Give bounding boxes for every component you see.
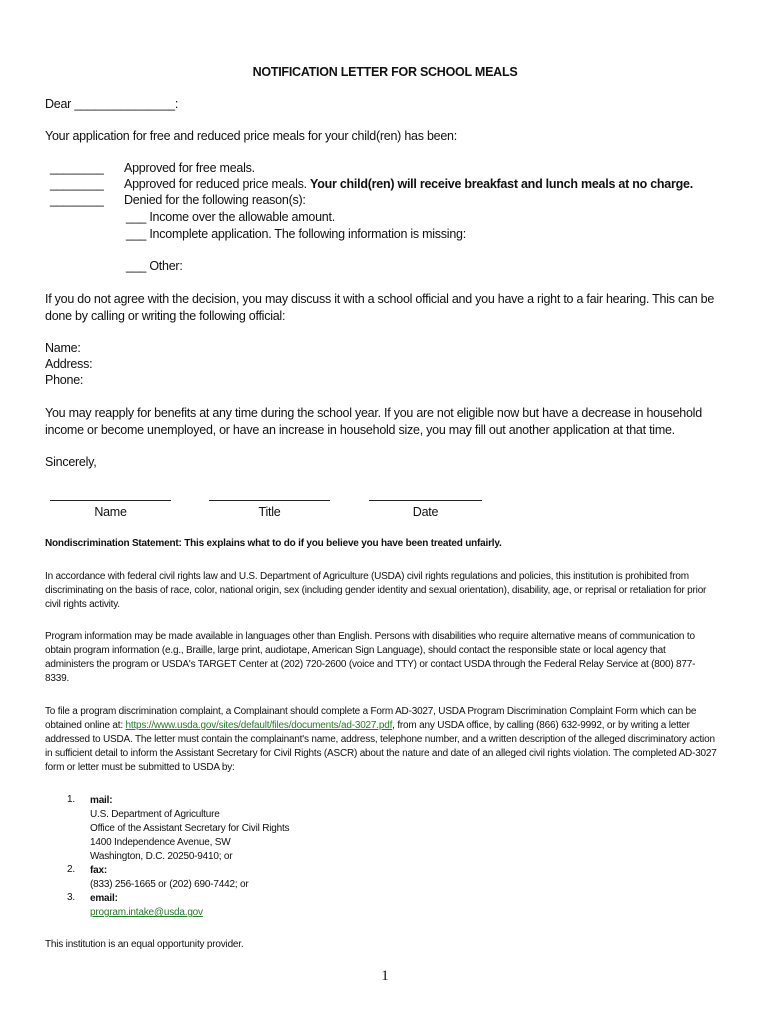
signature-line-date	[369, 500, 482, 501]
contact-name: Name:	[45, 341, 81, 355]
method-mail	[90, 794, 289, 864]
mail-line: U.S. Department of Agriculture	[90, 809, 220, 820]
reason-income: ___ Income over the allowable amount.	[126, 210, 335, 224]
mail-line: Office of the Assistant Secretary for Civil Rights	[90, 823, 290, 834]
option-blank-3: ________	[50, 193, 104, 207]
option-blank-1: ________	[50, 161, 104, 175]
salutation: Dear _______________:	[45, 97, 179, 111]
option-free-meals	[124, 161, 255, 175]
nondiscrimination-heading: Nondiscrimination Statement: This explains what to do if you believe you have been treated unfairly.	[45, 538, 502, 549]
equal-opportunity: This institution is an equal opportunity provider.	[45, 939, 244, 950]
signature-line-name	[50, 500, 171, 501]
method-number-fax: 2.	[67, 864, 75, 875]
option-bold-note: Your child(ren) will receive breakfast and lunch meals at no charge.	[310, 177, 693, 191]
method-label: fax:	[90, 865, 107, 876]
option-text: Denied for the following reason(s):	[124, 193, 306, 207]
option-reduced-meals	[124, 177, 693, 191]
nondiscrimination-para-1: In accordance with federal civil rights law and U.S. Department of Agriculture (USDA) civil rights regulations and policies, this institution is prohibited from discriminating on the basis of race, color, national origin, sex (including gender identity and sexual orientation), disability, age, or reprisal or retaliation for prior civil rights activity.	[45, 571, 707, 610]
method-label: mail:	[90, 795, 113, 806]
method-number-email: 3.	[67, 892, 75, 903]
mail-line: Washington, D.C. 20250-9410; or	[90, 851, 233, 862]
email-link[interactable]: program.intake@usda.gov	[90, 907, 203, 918]
nondiscrimination-para-3	[45, 705, 717, 775]
option-text: Approved for reduced price meals.	[124, 177, 311, 191]
reason-other: ___ Other:	[126, 259, 183, 273]
method-number-mail: 1.	[67, 794, 75, 805]
option-denied	[124, 193, 306, 207]
contact-phone: Phone:	[45, 373, 84, 387]
closing: Sincerely,	[45, 455, 97, 469]
contact-address: Address:	[45, 357, 93, 371]
disagree-paragraph: If you do not agree with the decision, you may discuss it with a school official and you have a right to a fair hearing. This can be done by calling or writing the following official:	[45, 292, 715, 323]
method-label: email:	[90, 893, 118, 904]
signature-label-title: Title	[258, 505, 281, 519]
reapply-paragraph: You may reapply for benefits at any time during the school year. If you are not eligible now but have a decrease in household income or become unemployed, or have an increase in household size, you may fill out another application at that time.	[45, 406, 702, 437]
fax-line: (833) 256-1665 or (202) 690-7442; or	[90, 879, 249, 890]
page-number: 1	[381, 968, 389, 984]
nondiscrimination-para-2: Program information may be made available in languages other than English. Persons with disabilities who require alternative means of communication to obtain program information (e.g., Braille, large print, audiotape, American Sign Language), should contact the responsible state or local agency that administers the program or USDA's TARGET Center at (202) 720-2600 (voice and TTY) or contact USDA through the Federal Relay Service at (800) 877-8339.	[45, 631, 696, 684]
reason-incomplete: ___ Incomplete application. The following information is missing:	[126, 227, 466, 241]
ad3027-form-link[interactable]: https://www.usda.gov/sites/default/files/documents/ad-3027.pdf	[125, 720, 393, 731]
signature-label-name: Name	[94, 505, 127, 519]
mail-line: 1400 Independence Avenue, SW	[90, 837, 231, 848]
option-blank-2: ________	[50, 177, 104, 191]
signature-line-title	[209, 500, 330, 501]
letter-title: NOTIFICATION LETTER FOR SCHOOL MEALS	[252, 65, 518, 79]
method-fax	[90, 864, 248, 892]
para3-text-after: , from any USDA office, by calling (866) 632-9992, or by writing a letter addressed to USDA. The letter must contain the complainant's name, address, telephone number, and a written description of the alleged discriminatory action in sufficient detail to inform the Assistant Secretary for Civil Rights (ASCR) about the nature and date of an alleged civil rights violation. The completed AD-3027 form or letter must be submitted to USDA by:	[45, 720, 717, 773]
method-email	[90, 892, 203, 920]
para3-text-before: To file a program discrimination complaint, a Complainant should complete a Form AD-3027, USDA Program Discrimination Complaint Form which can be obtained online at:	[45, 706, 697, 731]
intro-text: Your application for free and reduced price meals for your child(ren) has been:	[45, 129, 457, 143]
signature-label-date: Date	[412, 505, 439, 519]
option-text: Approved for free meals.	[124, 161, 255, 175]
